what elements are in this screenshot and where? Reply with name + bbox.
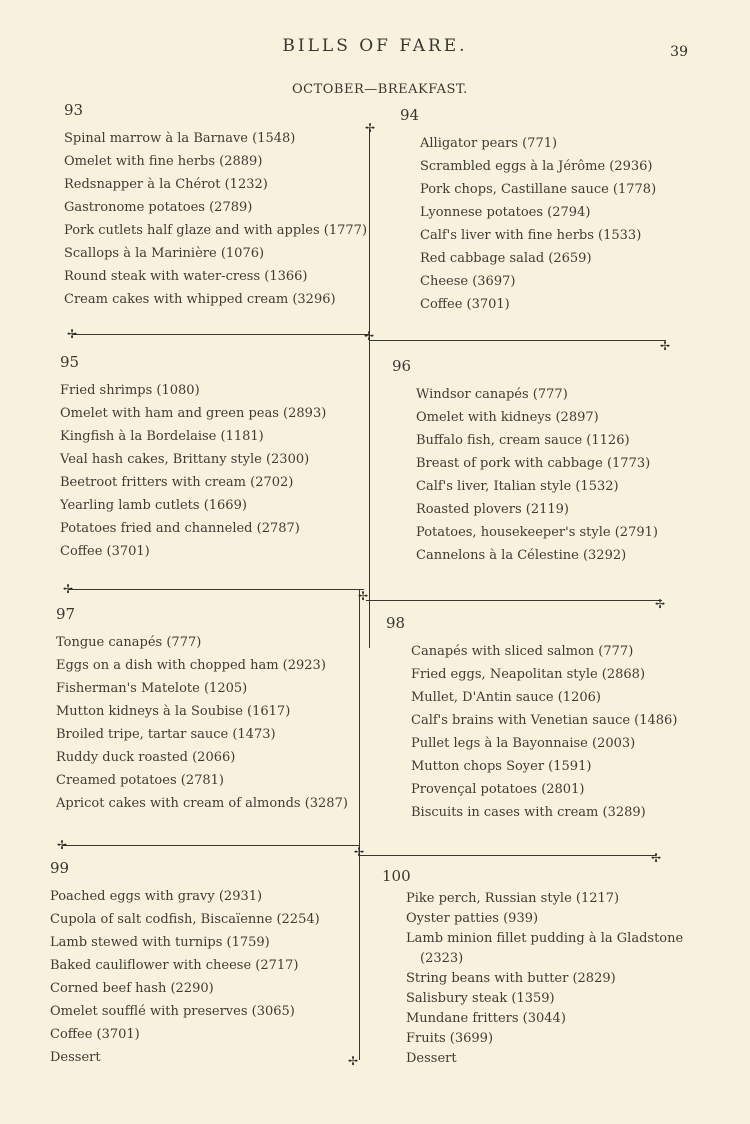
menu-item: Potatoes fried and channeled (2787) [60,521,300,536]
menu-item: Apricot cakes with cream of almonds (3287) [56,796,348,811]
divider-row-2-left [68,589,364,590]
menu-item: Redsnapper à la Chérot (1232) [64,177,268,192]
divider-row-1-left [72,334,370,335]
menu-item: Salisbury steak (1359) [406,991,555,1006]
menu-item: Lyonnese potatoes (2794) [420,205,591,220]
menu-item: Alligator pears (771) [420,136,558,151]
menu-item: Cheese (3697) [420,274,516,289]
divider-row-3-right [360,855,656,856]
divider-row-3-left [62,845,360,846]
menu-item: Mundane fritters (3044) [406,1011,566,1026]
menu-98 [386,614,677,824]
menu-item: Potatoes, housekeeper's style (2791) [416,525,658,540]
menu-item: Creamed potatoes (2781) [56,773,224,788]
menu-item: Beetroot fritters with cream (2702) [60,475,294,490]
cross-ornament: ✢ [365,121,376,135]
menu-item: Broiled tripe, tartar sauce (1473) [56,727,276,742]
cross-ornament: ✢ [57,838,68,852]
menu-item: Pike perch, Russian style (1217) [406,891,620,906]
menu-number: 94 [400,106,420,124]
menu-item: Dessert [406,1051,457,1066]
center-divider [369,128,370,648]
menu-item: Kingfish à la Bordelaise (1181) [60,429,264,444]
menu-item: Yearling lamb cutlets (1669) [60,498,247,513]
menu-item: Coffee (3701) [50,1027,140,1042]
menu-item: Fisherman's Matelote (1205) [56,681,248,696]
menu-item: Roasted plovers (2119) [416,502,569,517]
menu-item: Cream cakes with whipped cream (3296) [64,292,336,307]
menu-item: Mullet, D'Antin sauce (1206) [411,690,601,705]
cross-ornament: ✢ [67,327,78,341]
menu-item: Breast of pork with cabbage (1773) [416,456,651,471]
menu-item: Scrambled eggs à la Jérôme (2936) [420,159,653,174]
menu-item: Oyster patties (939) [406,911,539,926]
menu-item: Coffee (3701) [60,544,150,559]
menu-item: Mutton kidneys à la Soubise (1617) [56,704,291,719]
menu-number: 99 [50,859,70,877]
menu-item: Lamb minion fillet pudding à la Gladstone [406,931,684,946]
cross-ornament: ✢ [354,845,365,859]
menu-number: 95 [60,353,80,371]
menu-item: Pork cutlets half glaze and with apples (1777) [64,223,368,238]
menu-93 [64,101,367,311]
menu-item: Veal hash cakes, Brittany style (2300) [60,452,310,467]
menu-item: Round steak with water-cress (1366) [64,269,308,284]
cross-ornament: ✢ [348,1054,359,1068]
menu-item: Spinal marrow à la Barnave (1548) [64,131,296,146]
menu-item: Eggs on a dish with chopped ham (2923) [56,658,326,673]
menu-item: Mutton chops Soyer (1591) [411,759,592,774]
menu-96 [392,357,658,567]
menu-item: Windsor canapés (777) [416,387,568,402]
menu-97 [56,605,348,815]
menu-item: (2323) [420,951,464,966]
cross-ornament: ✢ [358,589,369,603]
menu-item: Omelet with kidneys (2897) [416,410,599,425]
cross-ornament: ✢ [655,597,666,611]
menu-item: Omelet with ham and green peas (2893) [60,406,327,421]
cross-ornament: ✢ [651,851,662,865]
menu-item: Ruddy duck roasted (2066) [56,750,236,765]
menu-item: Pullet legs à la Bayonnaise (2003) [411,736,636,751]
menu-item: Calf's brains with Venetian sauce (1486) [411,713,678,728]
menu-item: Dessert [50,1050,101,1065]
menu-100 [382,867,683,1069]
menu-number: 100 [382,867,411,885]
menu-item: Lamb stewed with turnips (1759) [50,935,270,950]
menu-99 [50,859,320,1069]
menu-item: Cannelons à la Célestine (3292) [416,548,627,563]
cross-ornament: ✢ [63,582,74,596]
menu-95 [60,353,326,563]
divider-row-1-right [370,340,666,341]
page-title: BILLS OF FARE. [282,36,468,56]
menu-94 [400,106,656,316]
menu-item: Calf's liver, Italian style (1532) [416,479,619,494]
menu-item: Fried shrimps (1080) [60,383,200,398]
menu-item: Calf's liver with fine herbs (1533) [420,228,642,243]
menu-item: Red cabbage salad (2659) [420,251,592,266]
menu-item: Canapés with sliced salmon (777) [411,644,634,659]
menu-item: Corned beef hash (2290) [50,981,214,996]
menu-item: Omelet with fine herbs (2889) [64,154,263,169]
menu-item: Omelet soufflé with preserves (3065) [50,1004,295,1019]
menu-item: Fried eggs, Neapolitan style (2868) [411,667,646,682]
menu-item: Cupola of salt codfish, Biscaïenne (2254) [50,912,320,927]
menu-item: Baked cauliflower with cheese (2717) [50,958,299,973]
menu-item: Coffee (3701) [420,297,510,312]
menu-item: Scallops à la Marinière (1076) [64,246,265,261]
menu-item: Biscuits in cases with cream (3289) [411,805,646,820]
center-divider-lower [359,590,360,1060]
menu-number: 93 [64,101,84,119]
menu-item: Pork chops, Castillane sauce (1778) [420,182,657,197]
menu-item: Buffalo fish, cream sauce (1126) [416,433,630,448]
menu-item: Fruits (3699) [406,1031,494,1046]
menu-item: Tongue canapés (777) [56,635,202,650]
menu-item: Provençal potatoes (2801) [411,782,585,797]
menu-item: Gastronome potatoes (2789) [64,200,253,215]
menu-item: Poached eggs with gravy (2931) [50,889,263,904]
page-number: 39 [670,44,688,60]
menu-number: 97 [56,605,76,623]
menu-number: 98 [386,614,406,632]
menu-item: String beans with butter (2829) [406,971,616,986]
cross-ornament: ✢ [364,329,375,343]
menu-number: 96 [392,357,412,375]
cross-ornament: ✢ [660,339,671,353]
section-subtitle: OCTOBER—BREAKFAST. [292,82,468,97]
divider-row-2-right [366,600,662,601]
